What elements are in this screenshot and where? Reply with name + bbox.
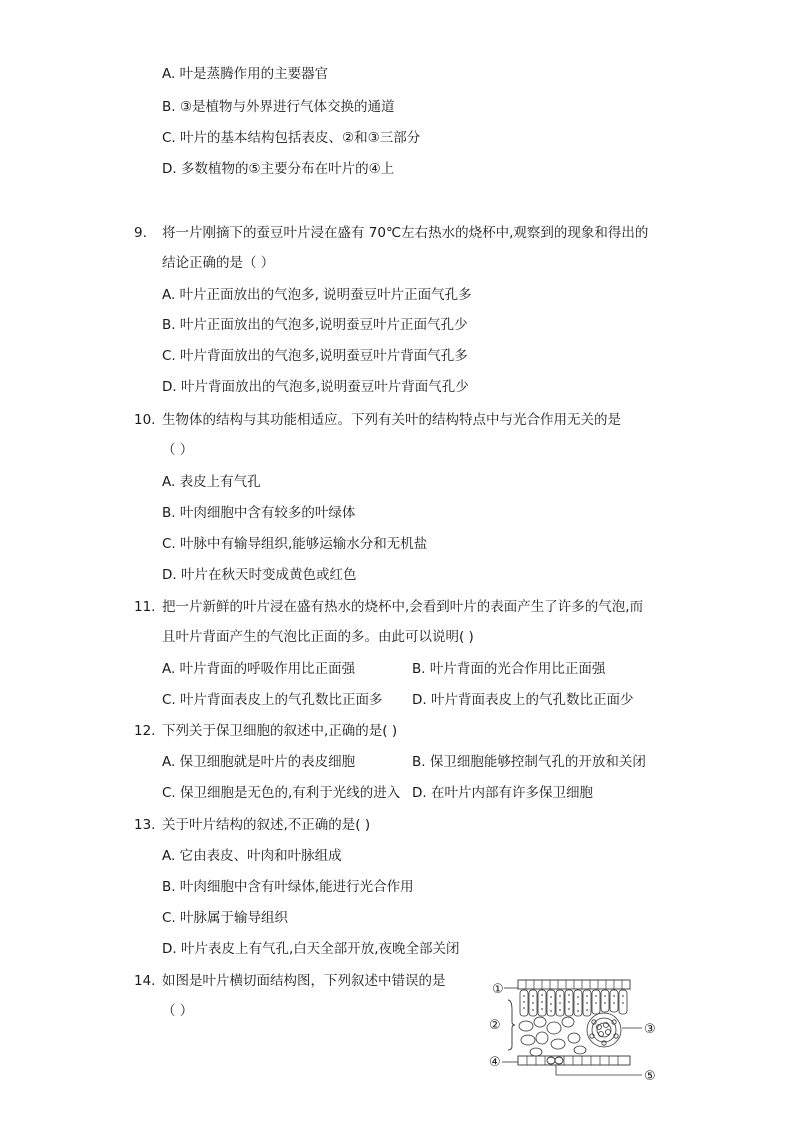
q9-number: 9. (134, 225, 147, 241)
q10-option-a: A. 表皮上有气孔 (162, 474, 261, 490)
q8-option-a: A. 叶是蒸腾作用的主要器官 (162, 66, 329, 82)
q13-stem-line1: 关于叶片结构的叙述,不正确的是( ) (162, 817, 371, 833)
q11-option-a: A. 叶片背面的呼吸作用比正面强 (162, 661, 356, 677)
q8-option-d: D. 多数植物的⑤主要分布在叶片的④上 (162, 161, 395, 177)
q8-option-b: B. ③是植物与外界进行气体交换的通道 (162, 99, 395, 115)
q10-stem-line1: 生物体的结构与其功能相适应。下列有关叶的结构特点中与光合作用无关的是 (162, 412, 621, 428)
q14-stem-line2: （ ） (162, 1003, 194, 1019)
q13-option-a: A. 它由表皮、叶肉和叶脉组成 (162, 848, 342, 864)
q12-number: 12. (134, 723, 156, 739)
leaf-diagram-svg (484, 972, 662, 1084)
figure-label-4: ④ (489, 1055, 501, 1070)
q9-option-a: A. 叶片正面放出的气泡多, 说明蚕豆叶片正面气孔多 (162, 287, 472, 303)
q12-option-a: A. 保卫细胞就是叶片的表皮细胞 (162, 754, 356, 770)
q10-option-d: D. 叶片在秋天时变成黄色或红色 (162, 567, 357, 583)
q11-number: 11. (134, 599, 156, 615)
q13-number: 13. (134, 817, 156, 833)
figure-label-2: ② (489, 1018, 501, 1033)
leaf-cross-section-figure (484, 972, 662, 1084)
q9-stem-line1: 将一片刚摘下的蚕豆叶片浸在盛有 70℃左右热水的烧杯中,观察到的现象和得出的 (162, 225, 649, 241)
q11-option-d: D. 叶片背面表皮上的气孔数比正面少 (412, 692, 634, 708)
q11-stem-line2: 且叶片背面产生的气泡比正面的多。由此可以说明( ) (162, 629, 474, 645)
q9-stem-line2: 结论正确的是（ ） (162, 255, 275, 271)
q14-stem-line1: 如图是叶片横切面结构图，下列叙述中错误的是 (162, 973, 446, 989)
q9-option-d: D. 叶片背面放出的气泡多,说明蚕豆叶片背面气孔少 (162, 379, 469, 395)
figure-label-1: ① (492, 982, 504, 997)
q12-option-d: D. 在叶片内部有许多保卫细胞 (412, 785, 593, 801)
q14-number: 14. (134, 973, 156, 989)
q9-option-b: B. 叶片正面放出的气泡多,说明蚕豆叶片正面气孔少 (162, 317, 468, 333)
q13-option-b: B. 叶肉细胞中含有叶绿体,能进行光合作用 (162, 879, 414, 895)
q9-option-c: C. 叶片背面放出的气泡多,说明蚕豆叶片背面气孔多 (162, 348, 468, 364)
figure-label-5: ⑤ (644, 1069, 656, 1084)
q11-stem-line1: 把一片新鲜的叶片浸在盛有热水的烧杯中,会看到叶片的表面产生了许多的气泡,而 (162, 599, 644, 615)
q10-stem-line2: （ ） (162, 442, 194, 458)
q11-option-b: B. 叶片背面的光合作用比正面强 (412, 661, 606, 677)
q13-option-c: C. 叶脉属于输导组织 (162, 910, 289, 926)
q12-stem-line1: 下列关于保卫细胞的叙述中,正确的是( ) (162, 723, 398, 739)
q12-option-b: B. 保卫细胞能够控制气孔的开放和关闭 (412, 754, 646, 770)
q10-number: 10. (134, 412, 156, 428)
q12-option-c: C. 保卫细胞是无色的,有利于光线的进入 (162, 785, 401, 801)
q10-option-b: B. 叶肉细胞中含有较多的叶绿体 (162, 505, 356, 521)
q11-option-c: C. 叶片背面表皮上的气孔数比正面多 (162, 692, 383, 708)
q13-option-d: D. 叶片表皮上有气孔,白天全部开放,夜晚全部关闭 (162, 941, 460, 957)
q8-option-c: C. 叶片的基本结构包括表皮、②和③三部分 (162, 130, 421, 146)
q10-option-c: C. 叶脉中有输导组织,能够运输水分和无机盐 (162, 536, 428, 552)
figure-label-3: ③ (644, 1022, 656, 1037)
